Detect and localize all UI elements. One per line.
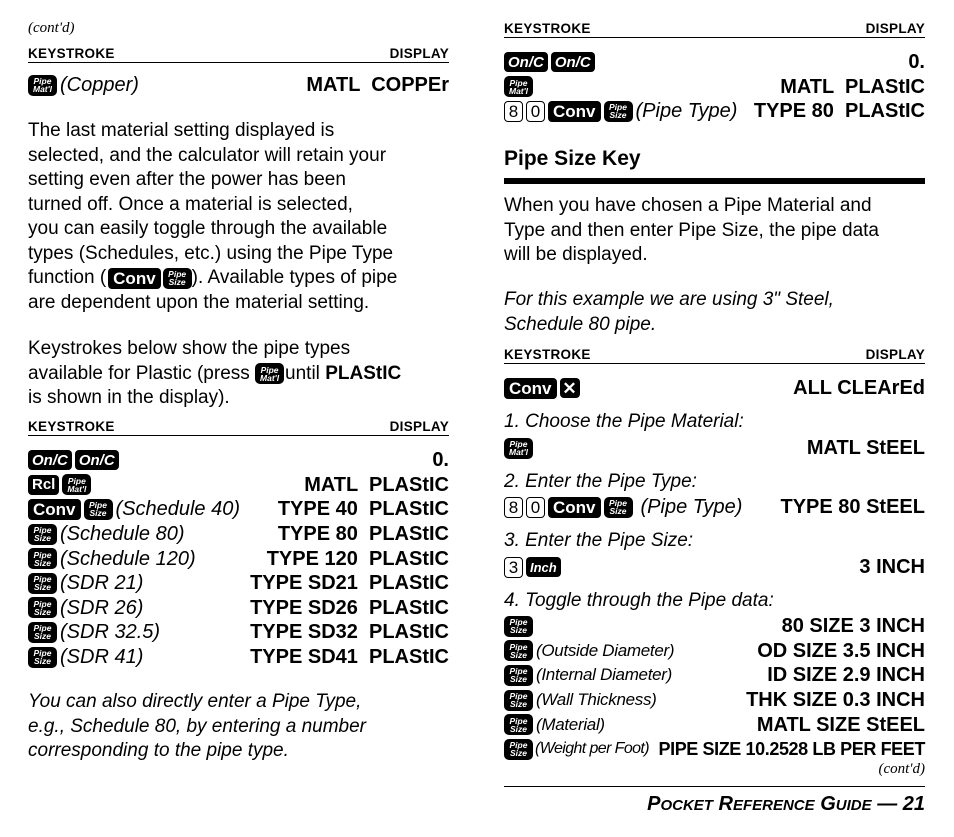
zero-key-icon: 0: [526, 101, 545, 122]
display-value: TYPE 40 PLAStIC: [277, 498, 449, 521]
pipe-size-key-icon: Pipe Size: [604, 101, 633, 122]
keystroke-header: [504, 346, 925, 364]
display-label: DISPLAY: [865, 21, 925, 36]
pipe-size-key-icon: Pipe Size: [504, 690, 533, 711]
display-label: DISPLAY: [389, 46, 449, 61]
row-note: (SDR 41): [60, 646, 144, 669]
row-note: (Outside Diameter): [536, 640, 675, 660]
step-1-row: [504, 436, 925, 461]
pipe-size-key-icon: Pipe Size: [28, 647, 57, 668]
three-key-icon: 3: [504, 557, 523, 578]
keystroke-label: KEYSTROKE: [504, 347, 591, 362]
table-row: [28, 497, 449, 522]
display-value: MATL StEEL: [806, 437, 925, 460]
step-2-label: 2. Enter the Pipe Type:: [504, 471, 697, 492]
display-value: MATL COPPEr: [306, 74, 449, 97]
material-paragraph: The last material setting displayed is selected, and the calculator will retain your setting even after the power has been turned off. Once a material is selected, you can easily toggle through the available types (Schedules, etc.) using the Pipe Type function ( Conv Pipe Size ). Available types of pipe are dependent upon the material setting.: [28, 120, 398, 313]
display-value: MATL SIZE StEEL: [756, 713, 925, 736]
pipe-size-key-icon: Pipe Size: [28, 597, 57, 618]
keystroke-label: KEYSTROKE: [28, 419, 115, 434]
display-value: MATL PLAStIC: [304, 473, 449, 496]
pipe-size-key-icon: Pipe Size: [163, 268, 192, 289]
table-row: [28, 571, 449, 596]
display-value: TYPE SD41 PLAStIC: [250, 646, 449, 669]
eight-key-icon: 8: [504, 497, 523, 518]
clear-row: [504, 376, 925, 401]
copper-row: [28, 73, 449, 98]
pipe-size-key-icon: Pipe Size: [504, 665, 533, 686]
table-row: [504, 737, 925, 762]
display-value: TYPE 80 PLAStIC: [277, 523, 449, 546]
pipe-size-key-icon: Pipe Size: [604, 497, 633, 518]
section-heading: Pipe Size Key: [504, 147, 641, 170]
row-note: (Pipe Type): [635, 100, 738, 123]
footer-rule: [504, 786, 925, 787]
table-row: [28, 448, 449, 473]
pipe-matl-key-icon: Pipe Mat'l: [255, 363, 284, 384]
zero-key-icon: 0: [526, 497, 545, 518]
display-value: ID SIZE 2.9 INCH: [767, 664, 925, 687]
closing-paragraph: You can also directly enter a Pipe Type, e.g., Schedule 80, by entering a number corresponding to the pipe type.: [28, 691, 367, 761]
row-note: (Copper): [60, 74, 139, 97]
pipe-size-key-icon: Pipe Size: [504, 714, 533, 735]
step-3-label: 3. Enter the Pipe Size:: [504, 530, 694, 551]
table-row: [504, 688, 925, 713]
table-row: [504, 75, 925, 100]
pipe-size-paragraph: When you have chosen a Pipe Material and Type and then enter Pipe Size, the pipe data will be displayed.: [504, 195, 879, 265]
display-value: TYPE SD26 PLAStIC: [250, 596, 449, 619]
display-value: MATL PLAStIC: [780, 75, 925, 98]
keystroke-label: KEYSTROKE: [504, 21, 591, 36]
conv-key-icon: Conv: [108, 268, 161, 289]
conv-key-icon: Conv: [504, 378, 557, 399]
table-row: [504, 712, 925, 737]
pipe-size-key-icon: Pipe Size: [504, 739, 533, 760]
plastic-keystroke-table: [28, 448, 449, 669]
keystroke-header: [28, 418, 449, 436]
display-value: TYPE 80 PLAStIC: [753, 100, 925, 123]
conv-key-icon: Conv: [548, 497, 601, 518]
pipe-data-table: [504, 614, 925, 762]
display-value: TYPE SD21 PLAStIC: [250, 572, 449, 595]
pipe-size-key-icon: Pipe Size: [28, 548, 57, 569]
pipe-matl-key-icon: Pipe Mat'l: [504, 438, 533, 459]
table-row: [504, 50, 925, 75]
display-value: 0.: [908, 51, 925, 74]
display-value: 80 SIZE 3 INCH: [781, 615, 925, 638]
pipe-matl-key-icon: Pipe Mat'l: [504, 76, 533, 97]
table-row: [28, 546, 449, 571]
row-note: (SDR 26): [60, 596, 144, 619]
display-value: PIPE SIZE 10.2528 LB PER FEET: [658, 739, 925, 760]
step-2-row: [504, 495, 925, 520]
display-value: ALL CLEArEd: [793, 377, 925, 400]
plastic-paragraph: Keystrokes below show the pipe types available for Plastic (press Pipe Mat'l until PLAStIC is shown in the display).: [28, 338, 402, 408]
contd-label: (cont'd): [28, 20, 75, 36]
row-note: (SDR 32.5): [60, 621, 161, 644]
onc-key-icon: On/C: [551, 52, 595, 72]
heading-rule: [504, 178, 925, 184]
step-4-label: 4. Toggle through the Pipe data:: [504, 590, 774, 611]
table-row: [504, 639, 925, 664]
pipe-type-keystroke-table: [504, 50, 925, 124]
onc-key-icon: On/C: [75, 450, 119, 470]
contd-label: (cont'd): [878, 761, 925, 777]
conv-key-icon: Conv: [548, 101, 601, 122]
row-note: (Pipe Type): [640, 496, 743, 519]
row-note: (Schedule 120): [60, 547, 196, 570]
keystroke-label: KEYSTROKE: [28, 46, 115, 61]
row-note: (Wall Thickness): [536, 690, 657, 710]
onc-key-icon: On/C: [504, 52, 548, 72]
display-label: DISPLAY: [865, 347, 925, 362]
table-row: [504, 99, 925, 124]
table-row: [504, 663, 925, 688]
row-note: (Internal Diameter): [536, 665, 673, 685]
clear-x-key-icon: ✕: [560, 378, 580, 398]
page-footer: POCKET REFERENCE GUIDE — 21: [647, 793, 925, 815]
rcl-key-icon: Rcl: [28, 475, 59, 495]
table-row: [504, 614, 925, 639]
display-value: TYPE 80 StEEL: [780, 496, 925, 519]
table-row: [28, 596, 449, 621]
display-value: TYPE SD32 PLAStIC: [250, 621, 449, 644]
pipe-size-key-icon: Pipe Size: [504, 640, 533, 661]
example-paragraph: For this example we are using 3" Steel, Schedule 80 pipe.: [504, 289, 834, 335]
inch-key-icon: Inch: [526, 557, 561, 577]
step-3-row: [504, 555, 925, 580]
table-row: [28, 473, 449, 498]
row-note: (Weight per Foot): [535, 740, 649, 758]
row-note: (SDR 21): [60, 572, 144, 595]
step-1-label: 1. Choose the Pipe Material:: [504, 411, 744, 432]
display-value: THK SIZE 0.3 INCH: [746, 689, 925, 712]
pipe-size-key-icon: Pipe Size: [504, 616, 533, 637]
conv-key-icon: Conv: [28, 499, 81, 520]
table-row: [28, 645, 449, 670]
row-note: (Schedule 80): [60, 523, 185, 546]
row-note: (Schedule 40): [115, 498, 241, 521]
pipe-matl-key-icon: Pipe Mat'l: [28, 75, 57, 96]
pipe-size-key-icon: Pipe Size: [28, 622, 57, 643]
display-label: DISPLAY: [389, 419, 449, 434]
onc-key-icon: On/C: [28, 450, 72, 470]
row-note: (Material): [536, 714, 605, 734]
pipe-size-key-icon: Pipe Size: [28, 524, 57, 545]
keystroke-header: [28, 45, 449, 63]
pipe-matl-key-icon: Pipe Mat'l: [62, 474, 91, 495]
display-value: 0.: [432, 449, 449, 472]
display-value: OD SIZE 3.5 INCH: [757, 639, 925, 662]
pipe-size-key-icon: Pipe Size: [28, 573, 57, 594]
keystroke-header: [504, 20, 925, 38]
display-value: 3 INCH: [859, 556, 925, 579]
pipe-size-key-icon: Pipe Size: [84, 499, 113, 520]
page-number: — 21: [877, 793, 925, 815]
table-row: [28, 620, 449, 645]
eight-key-icon: 8: [504, 101, 523, 122]
table-row: [28, 522, 449, 547]
display-value: TYPE 120 PLAStIC: [266, 547, 449, 570]
